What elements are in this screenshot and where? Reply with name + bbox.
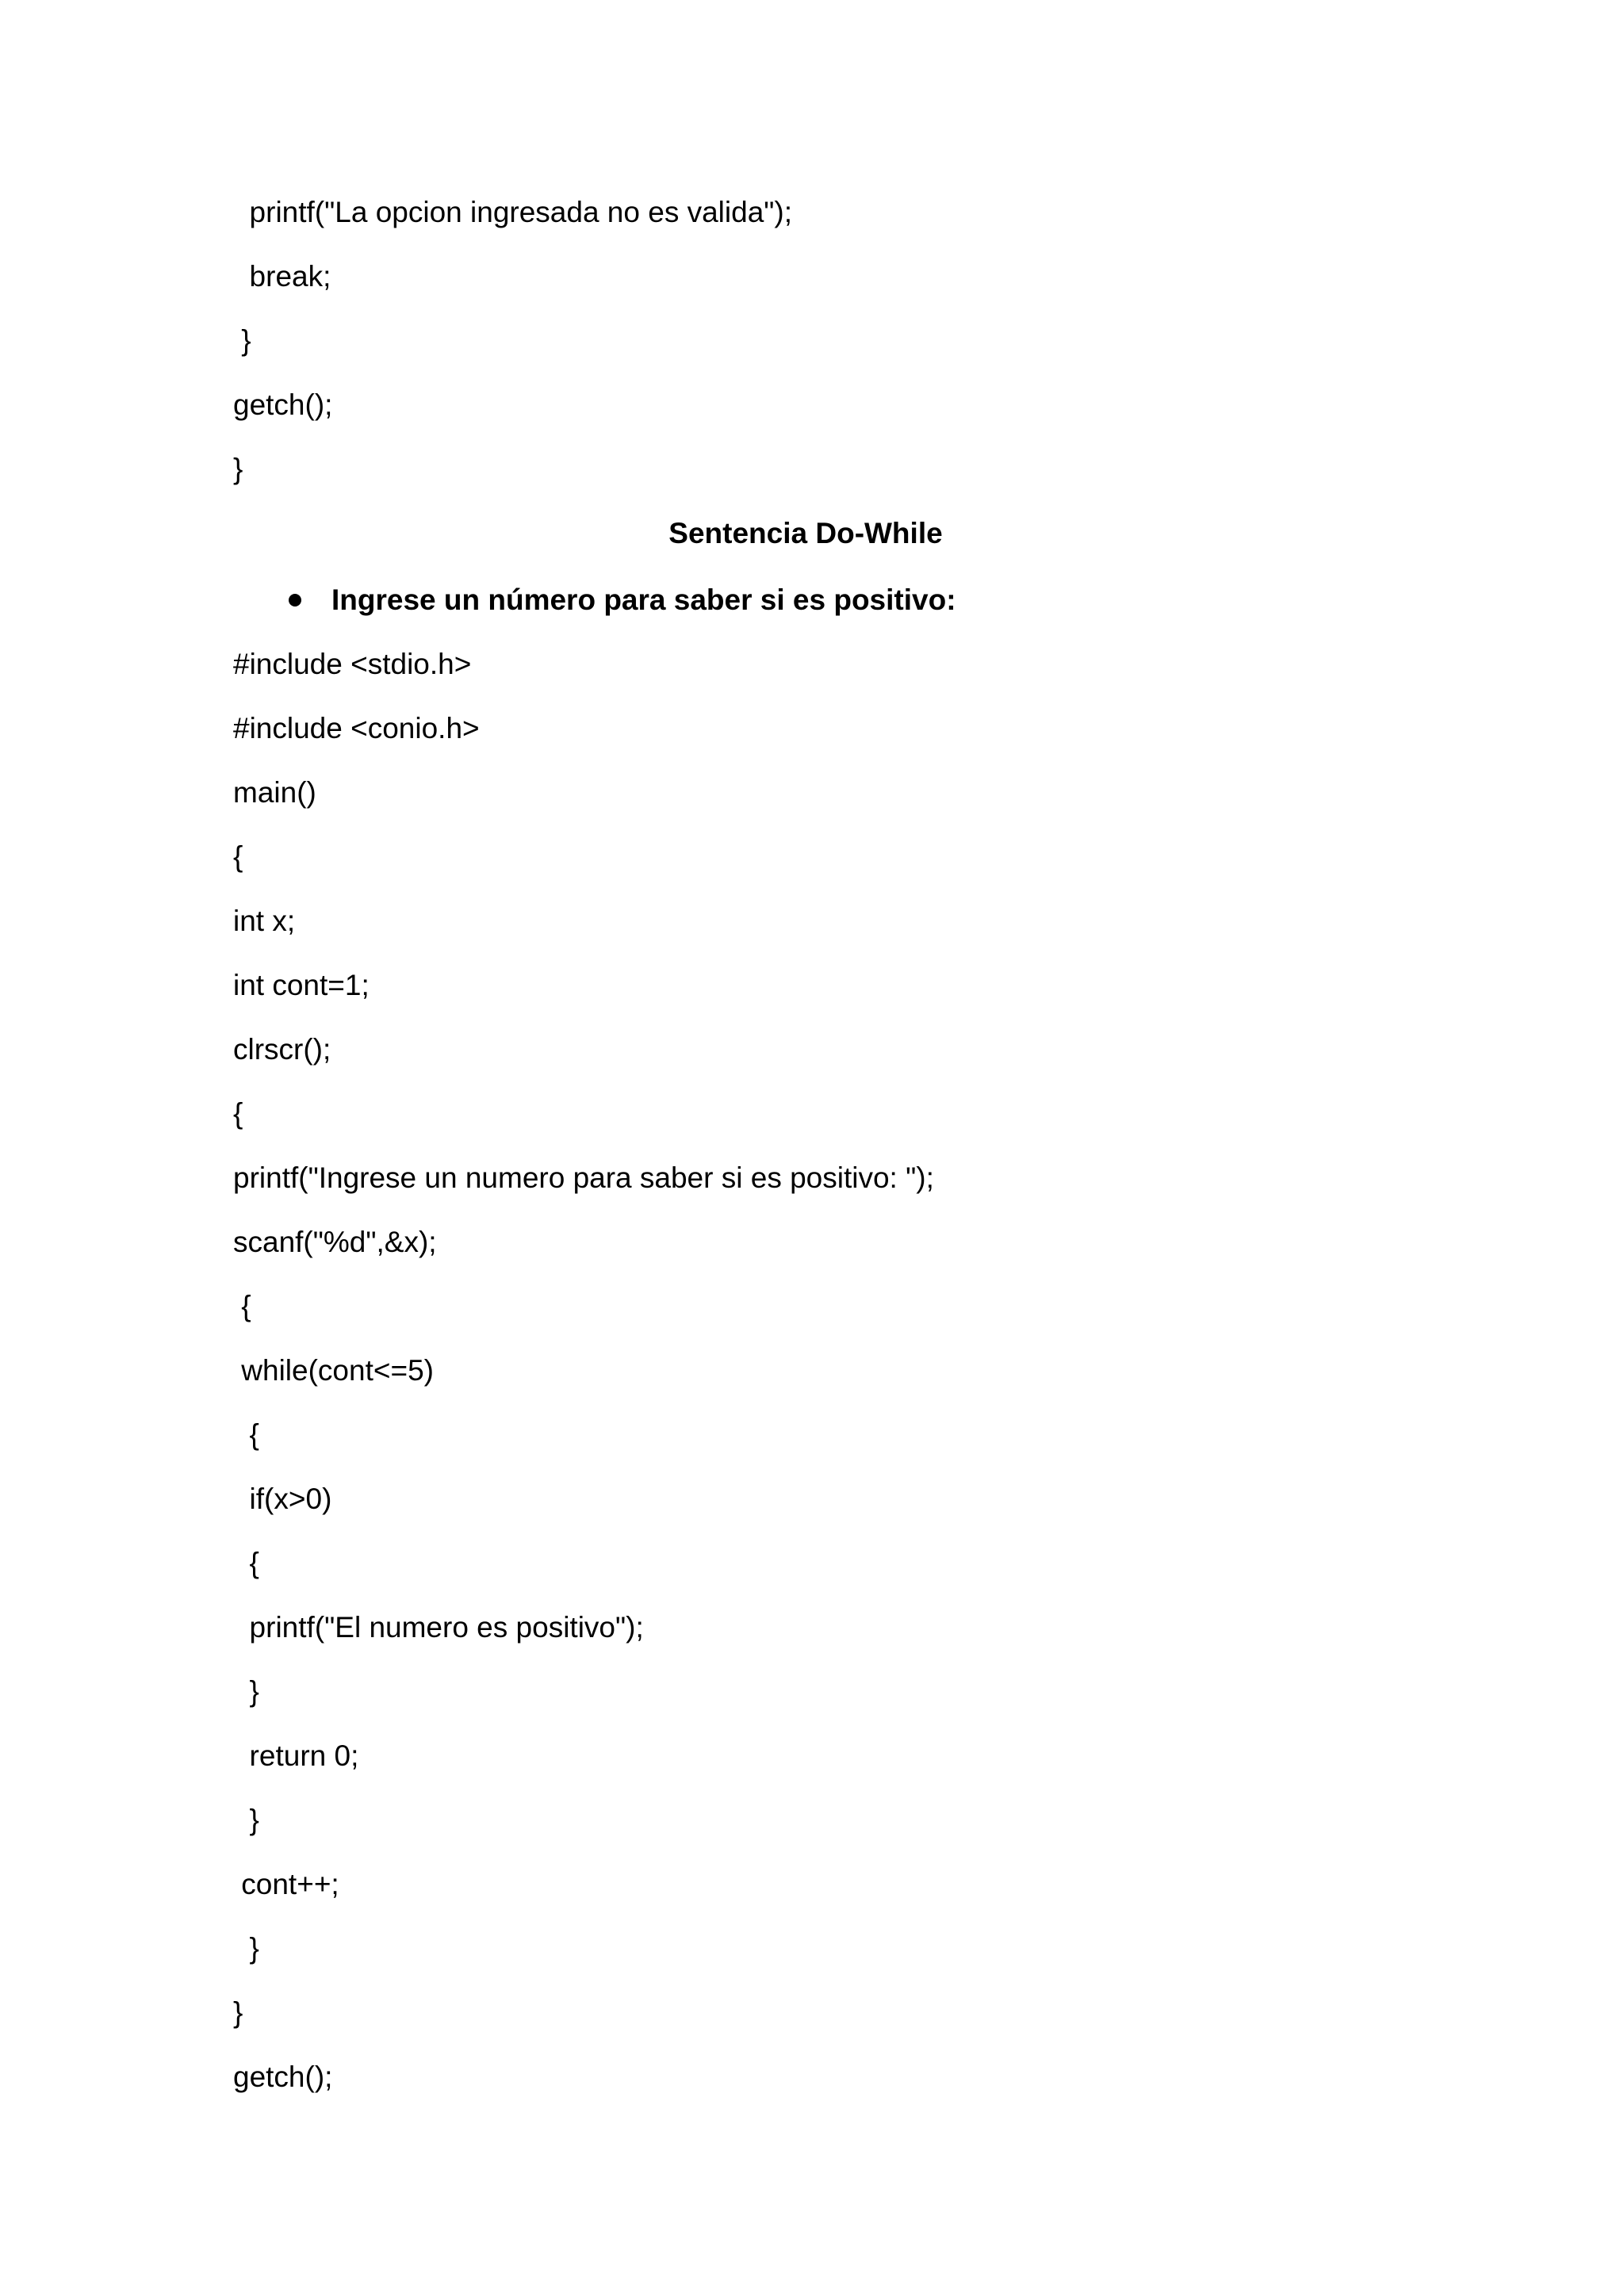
code-line: { (233, 1097, 243, 1130)
code-line: clrscr(); (233, 1033, 331, 1066)
code-line: int x; (233, 905, 296, 937)
code-line: main() (233, 776, 316, 809)
code-line: { (233, 1547, 259, 1579)
code-line: getch(); (233, 388, 333, 421)
code-line: #include <stdio.h> (233, 648, 472, 680)
bullet-list-item (0, 576, 1624, 624)
code-line: } (233, 1932, 259, 1965)
code-line: } (233, 1675, 259, 1708)
code-line: #include <conio.h> (233, 712, 480, 744)
code-line: { (233, 1418, 259, 1451)
code-line: printf("La opcion ingresada no es valida"); (233, 196, 793, 228)
code-line: printf("El numero es positivo"); (233, 1611, 644, 1644)
code-line: } (233, 1996, 243, 2029)
code-line: getch(); (233, 2061, 333, 2093)
code-line: break; (233, 260, 331, 293)
section-heading-text: Sentencia Do-While (668, 517, 943, 549)
section-heading (0, 510, 1624, 557)
code-line: if(x>0) (233, 1483, 332, 1515)
code-line: printf("Ingrese un numero para saber si es positivo: "); (233, 1161, 934, 1194)
code-line: int cont=1; (233, 969, 370, 1001)
bullet-dot-icon (289, 594, 301, 607)
code-line: } (233, 1804, 259, 1836)
code-line: scanf("%d",&x); (233, 1226, 437, 1258)
code-line: while(cont<=5) (233, 1354, 434, 1387)
code-line: { (233, 1290, 251, 1322)
code-line: return 0; (233, 1739, 359, 1772)
code-line: } (233, 453, 243, 485)
code-line: } (233, 324, 251, 357)
code-line: { (233, 840, 243, 873)
bullet-item-text: Ingrese un número para saber si es positivo: (331, 584, 956, 616)
code-line: cont++; (233, 1868, 339, 1900)
